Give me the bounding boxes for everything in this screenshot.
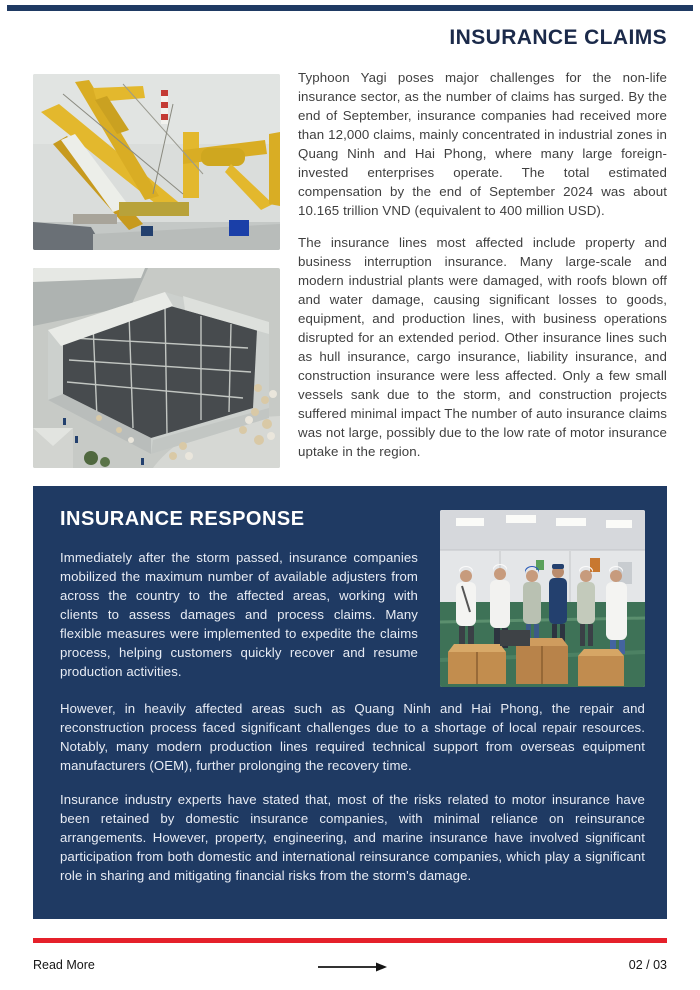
response-paragraph-3: Insurance industry experts have stated that, most of the risks related to motor insurance have been retained by domestic insurance companies, with minimal reliance on reinsurance arrangements. However, property, engineering, and marine insurance have involved significant participation from both domestic and international reinsurance companies, which play a significant role in sharing and mitigating financial risks from the storm's damage. — [60, 792, 645, 883]
insurance-response-panel — [33, 486, 667, 919]
claims-paragraph-2: The insurance lines most affected include property and business interruption insurance. Many large-scale and modern industrial plants were damaged, with roofs blown off and water damage, causing significant losses to goods, equipment, and production lines, with business operations disrupted for an extended period. Other insurance lines such as hull insurance, cargo insurance, liability insurance, and construction insurance were less affected. Only a few small vessels sank due to the storm, and construction projects suffered minimal impact The number of auto insurance claims was not large, possibly due to the low rate of motor insurance uptake in the region. — [298, 235, 667, 459]
claims-text-column — [298, 68, 667, 474]
damaged-cranes-illustration — [33, 74, 280, 250]
photo-damaged-factory — [33, 268, 280, 468]
adjusters-inspection-illustration — [440, 510, 645, 687]
read-more-link[interactable]: Read More — [33, 958, 95, 972]
footer-rule — [33, 938, 667, 943]
response-top-row — [60, 508, 645, 687]
claims-paragraph-1: Typhoon Yagi poses major challenges for the non-life insurance sector, as the number of claims has surged. By the end of September, insurance companies had received more than 12,000 claims, mainly concentrated in industrial zones in Quang Ninh and Hai Phong, where many large foreign-invested enterprises operate. The total estimated compensation by the end of September 2024 was about 10.165 trillion VND (equivalent to 400 million USD). — [298, 70, 667, 218]
response-title: INSURANCE RESPONSE — [60, 508, 305, 530]
damaged-factory-illustration — [33, 268, 280, 468]
response-text-column — [60, 508, 418, 681]
response-paragraph-1: Immediately after the storm passed, insurance companies mobilized the maximum number of available adjusters from across the country to the affected areas, working with clients to assess damages and process claims. Many flexible measures were implemented to expedite the claims process, helping customers quickly recover and resume production activities. — [60, 550, 418, 679]
response-paragraph-2: However, in heavily affected areas such as Quang Ninh and Hai Phong, the repair and reconstruction process faced significant challenges due to a shortage of local repair resources. Notably, many modern production lines required technical support from overseas equipment manufacturers (OEM), further prolonging the recovery time. — [60, 701, 645, 773]
next-page-arrow-icon[interactable] — [316, 960, 388, 974]
page-title: INSURANCE CLAIMS — [449, 26, 667, 49]
photo-adjusters-inspection — [440, 510, 645, 687]
photo-damaged-cranes — [33, 74, 280, 250]
page-number: 02 / 03 — [628, 958, 667, 972]
top-rule — [7, 5, 693, 11]
